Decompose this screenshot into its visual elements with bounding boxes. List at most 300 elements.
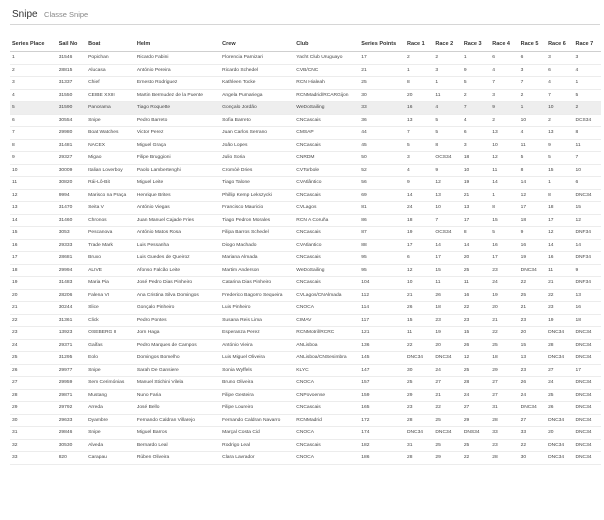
table-cell: 27 [433, 377, 461, 390]
table-cell: 2 [490, 114, 518, 127]
page-header [12, 4, 88, 22]
table-cell: Ricardo Schedel [220, 64, 294, 77]
table-cell: 28 [405, 452, 433, 465]
table-cell: 3 [10, 77, 57, 90]
table-cell: 27 [490, 377, 518, 390]
table-cell: 2 [10, 64, 57, 77]
table-cell: Marisco na Praça [86, 189, 135, 202]
table-row [10, 127, 601, 140]
table-cell: Ernesto Rodriguez [135, 77, 220, 90]
table-cell: 7 [490, 77, 518, 90]
table-cell: DNC34 [546, 414, 573, 427]
table-cell: DNC34 [573, 452, 601, 465]
table-cell: Eolo [86, 352, 135, 365]
table-cell: 27 [10, 377, 57, 390]
table-cell: Snipe [86, 114, 135, 127]
table-cell: 7 [546, 89, 573, 102]
table-cell: 4 [405, 164, 433, 177]
table-cell: 1 [10, 52, 57, 65]
table-cell: 14 [405, 189, 433, 202]
table-cell: Snipe [86, 364, 135, 377]
table-cell: 157 [359, 377, 405, 390]
table-cell: 27 [490, 389, 518, 402]
table-cell: Chief [86, 77, 135, 90]
table-cell: Bruxo [86, 252, 135, 265]
table-cell: 21 [433, 389, 461, 402]
table-cell: 22 [519, 439, 546, 452]
table-cell: Bruno Oliveira [220, 377, 294, 390]
table-cell: WeDoSailing [294, 102, 359, 115]
table-cell: 87 [359, 227, 405, 240]
table-cell: 7 [433, 214, 461, 227]
table-cell: 13 [519, 352, 546, 365]
table-cell: 5 [462, 77, 490, 90]
table-cell: 14 [490, 177, 518, 190]
table-cell: Luis Miguel Oliveira [220, 352, 294, 365]
table-cell: 23 [405, 402, 433, 415]
table-cell: Gonçalo Jordão [220, 102, 294, 115]
table-cell: 36 [359, 114, 405, 127]
table-row [10, 427, 601, 440]
table-cell: Martim Anderson [220, 264, 294, 277]
table-cell: CNCascais [294, 402, 359, 415]
page-title: Snipe [12, 9, 38, 20]
table-row [10, 352, 601, 365]
table-cell: DNC34 [405, 352, 433, 365]
table-cell: 17 [573, 364, 601, 377]
table-cell: 114 [359, 302, 405, 315]
table-cell: 18 [462, 152, 490, 165]
table-cell: 8 [462, 227, 490, 240]
table-cell: 4 [519, 127, 546, 140]
table-cell: CVTorbole [294, 164, 359, 177]
table-cell: 3 [573, 52, 601, 65]
table-cell: ANLisboa/CNSesimbra [294, 352, 359, 365]
table-row [10, 189, 601, 202]
table-cell: 9 [490, 102, 518, 115]
table-cell: 13 [490, 127, 518, 140]
table-cell: José Bello [135, 402, 220, 415]
table-cell: 30 [519, 452, 546, 465]
table-cell: 31295 [57, 352, 86, 365]
results-table [10, 37, 601, 465]
table-cell: 3 [462, 139, 490, 152]
table-cell: 1 [490, 189, 518, 202]
table-cell: 25 [405, 377, 433, 390]
table-cell: Rúben Oliveira [135, 452, 220, 465]
table-body [10, 52, 601, 465]
column-header: Helm [135, 37, 220, 52]
table-cell: 5 [433, 127, 461, 140]
table-cell: 121 [359, 327, 405, 340]
table-cell: 29846 [57, 427, 86, 440]
table-cell: Frederico Bagorro Sequeira [220, 289, 294, 302]
table-row [10, 52, 601, 65]
table-cell: Click [86, 314, 135, 327]
table-cell: 21 [519, 302, 546, 315]
table-cell: 9 [519, 227, 546, 240]
table-cell: 5 [573, 89, 601, 102]
table-cell: 26 [405, 302, 433, 315]
table-cell: 29 [462, 414, 490, 427]
table-cell: WeDoSailing [294, 264, 359, 277]
column-header: Series Place [10, 37, 57, 52]
table-cell: DNF34 [573, 227, 601, 240]
table-cell: 31 [405, 439, 433, 452]
table-cell: CNCascais [294, 114, 359, 127]
table-cell: 14 [546, 239, 573, 252]
table-cell: CMSAP [294, 127, 359, 140]
table-cell: 23 [490, 264, 518, 277]
table-cell: 31481 [57, 139, 86, 152]
table-cell: 24 [462, 389, 490, 402]
table-cell: 9 [462, 64, 490, 77]
table-cell: 11 [10, 177, 57, 190]
table-cell: 17 [490, 252, 518, 265]
table-cell: 4 [462, 114, 490, 127]
table-cell: DNC34 [519, 264, 546, 277]
table-row [10, 202, 601, 215]
table-row [10, 152, 601, 165]
table-cell: 26 [519, 377, 546, 390]
table-row [10, 389, 601, 402]
table-cell: 117 [359, 314, 405, 327]
table-cell: Carapau [86, 452, 135, 465]
table-cell: 2 [573, 102, 601, 115]
table-cell: 10 [519, 114, 546, 127]
table-row [10, 102, 601, 115]
table-cell: 15 [433, 264, 461, 277]
table-cell: 18 [405, 214, 433, 227]
table-cell: CVB/CNC [294, 64, 359, 77]
table-cell: Catarina Dias Pinheiro [220, 277, 294, 290]
table-cell: RCNMadrid [294, 414, 359, 427]
table-cell: 27 [546, 364, 573, 377]
table-cell: Panorama [86, 102, 135, 115]
table-cell: 23 [546, 302, 573, 315]
table-cell: 13 [433, 189, 461, 202]
table-cell: 9 [433, 164, 461, 177]
table-cell: 11 [462, 277, 490, 290]
table-cell: 16 [462, 289, 490, 302]
table-cell: 28 [490, 452, 518, 465]
table-cell: CVLagos/CNAlmada [294, 289, 359, 302]
table-cell: 31470 [57, 202, 86, 215]
table-cell: Falena VI [86, 289, 135, 302]
table-cell: 6 [519, 52, 546, 65]
table-cell: 52 [359, 164, 405, 177]
table-cell: 20 [433, 339, 461, 352]
table-cell: Arreda [86, 402, 135, 415]
table-cell: 30 [359, 89, 405, 102]
table-cell: CNCascais [294, 227, 359, 240]
table-cell: 1 [433, 77, 461, 90]
table-cell: 10 [433, 202, 461, 215]
table-row [10, 314, 601, 327]
table-cell: 88 [359, 239, 405, 252]
table-cell: 2 [433, 52, 461, 65]
table-cell: Yacht Club Uruguayo [294, 52, 359, 65]
table-cell: António Viegas [135, 202, 220, 215]
table-cell: 11 [519, 139, 546, 152]
table-cell: 10 [10, 164, 57, 177]
table-cell: 5 [433, 114, 461, 127]
table-cell: 28 [462, 377, 490, 390]
table-cell: 16 [546, 252, 573, 265]
table-cell: 104 [359, 277, 405, 290]
table-cell: Ana Cristina Silva Domingos [135, 289, 220, 302]
table-cell: 30244 [57, 302, 86, 315]
table-cell: 15 [405, 314, 433, 327]
table-cell: ALIVE [86, 264, 135, 277]
column-header: Club [294, 37, 359, 52]
table-cell: Kathleen Tocke [220, 77, 294, 90]
table-cell: 159 [359, 389, 405, 402]
table-cell: Alveda [86, 439, 135, 452]
table-cell: 15 [573, 202, 601, 215]
table-cell: 29959 [57, 377, 86, 390]
table-cell: CVAtlantico [294, 239, 359, 252]
table-cell: 29792 [57, 402, 86, 415]
table-cell: Mariana Almada [220, 252, 294, 265]
table-cell: 13 [573, 289, 601, 302]
table-cell: 23 [462, 314, 490, 327]
table-cell: 25 [546, 389, 573, 402]
table-cell: Florencia Parnizari [220, 52, 294, 65]
table-cell: Diogo Machado [220, 239, 294, 252]
table-cell: Filipe Loureiro [220, 402, 294, 415]
table-cell: 31460 [57, 214, 86, 227]
table-cell: Jorn Haga [135, 327, 220, 340]
table-cell: CNCascais [294, 439, 359, 452]
table-cell: Domingos Bomelho [135, 352, 220, 365]
table-cell: RCN A Coruña [294, 214, 359, 227]
table-cell: 186 [359, 452, 405, 465]
table-cell: 3 [519, 64, 546, 77]
table-cell: 145 [359, 352, 405, 365]
table-cell: 33 [10, 452, 57, 465]
table-cell: Sem Cerimónias [86, 377, 135, 390]
table-cell: António Pereira [135, 64, 220, 77]
table-cell: 165 [359, 402, 405, 415]
table-cell: DNC34 [573, 352, 601, 365]
table-cell: 17 [433, 252, 461, 265]
table-cell: Victor Perez [135, 127, 220, 140]
table-row [10, 139, 601, 152]
table-cell: 32 [10, 439, 57, 452]
table-cell: 26 [10, 364, 57, 377]
table-cell: 69 [359, 189, 405, 202]
table-row [10, 327, 601, 340]
table-cell: 31546 [57, 52, 86, 65]
table-cell: 2 [519, 89, 546, 102]
table-cell: 33 [519, 427, 546, 440]
table-cell: DNC34 [573, 189, 601, 202]
table-cell: 1 [462, 52, 490, 65]
table-cell: Ricardo Fabini [135, 52, 220, 65]
table-cell: 20 [519, 327, 546, 340]
table-cell: Nuno Faria [135, 389, 220, 402]
table-cell: 18 [10, 264, 57, 277]
table-cell: Miguel Graça [135, 139, 220, 152]
table-cell: 9 [10, 152, 57, 165]
table-cell: DNF34 [573, 252, 601, 265]
table-cell: 95 [359, 252, 405, 265]
table-cell: 7 [573, 152, 601, 165]
table-cell: Pedro Barreto [135, 114, 220, 127]
table-cell: 19 [433, 327, 461, 340]
table-cell: 16 [10, 239, 57, 252]
table-cell: 9 [405, 177, 433, 190]
table-cell: OSEBERG II [86, 327, 135, 340]
table-row [10, 377, 601, 390]
table-cell: 20 [10, 289, 57, 302]
table-cell: 25 [433, 414, 461, 427]
table-cell: 22 [462, 452, 490, 465]
table-cell: 21 [546, 277, 573, 290]
table-cell: DNC34 [573, 439, 601, 452]
table-row [10, 302, 601, 315]
table-cell: 29871 [57, 389, 86, 402]
table-cell: 45 [359, 139, 405, 152]
table-cell: 15 [462, 327, 490, 340]
table-cell: Tiago Talone [220, 177, 294, 190]
table-cell: 18 [546, 202, 573, 215]
table-cell: Sarah De Gansiere [135, 364, 220, 377]
table-cell: DNC34 [519, 402, 546, 415]
table-cell: 30530 [57, 439, 86, 452]
column-header: Race 3 [462, 37, 490, 52]
table-cell: 22 [490, 327, 518, 340]
table-cell: 17 [359, 52, 405, 65]
table-cell: 8 [519, 164, 546, 177]
table-cell: 33 [490, 427, 518, 440]
table-cell: 10 [573, 164, 601, 177]
table-cell: 29 [10, 402, 57, 415]
table-cell: Gonçalo Pinheiro [135, 302, 220, 315]
table-cell: 18 [490, 352, 518, 365]
table-cell: 22 [519, 277, 546, 290]
table-cell: Mustang [86, 389, 135, 402]
table-cell: 25 [519, 289, 546, 302]
table-cell: 50 [359, 152, 405, 165]
table-cell: 12 [519, 189, 546, 202]
table-cell: 174 [359, 427, 405, 440]
table-row [10, 277, 601, 290]
table-cell: 19 [10, 277, 57, 290]
table-row [10, 289, 601, 302]
table-cell: 29327 [57, 152, 86, 165]
table-cell: 7 [10, 127, 57, 140]
table-cell: Trade Mark [86, 239, 135, 252]
table-row [10, 114, 601, 127]
table-cell: 4 [546, 77, 573, 90]
table-cell: 28206 [57, 289, 86, 302]
table-cell: 29980 [57, 127, 86, 140]
table-cell: Bernardo Leal [135, 439, 220, 452]
table-cell: CNOCA [294, 452, 359, 465]
table-cell: 30009 [57, 164, 86, 177]
table-row [10, 177, 601, 190]
table-cell: 16 [519, 239, 546, 252]
table-row [10, 452, 601, 465]
table-row [10, 252, 601, 265]
table-cell: Tiago Roquette [135, 102, 220, 115]
table-cell: 25 [462, 439, 490, 452]
table-cell: 31550 [57, 89, 86, 102]
table-cell: Filipe Bruggioni [135, 152, 220, 165]
table-cell: CNCascais [294, 277, 359, 290]
table-cell: CNCascais [294, 189, 359, 202]
table-cell: 20 [490, 302, 518, 315]
table-cell: CNPovoense [294, 389, 359, 402]
table-cell: 18 [433, 302, 461, 315]
table-cell: 24 [433, 364, 461, 377]
table-cell: CNRDM [294, 152, 359, 165]
table-cell: Pedro Pontes [135, 314, 220, 327]
table-row [10, 227, 601, 240]
table-cell: 31 [10, 427, 57, 440]
table-cell: 24 [546, 377, 573, 390]
table-cell: 31590 [57, 102, 86, 115]
table-cell: Pescanova [86, 227, 135, 240]
header-divider [10, 24, 600, 25]
table-cell: 29371 [57, 339, 86, 352]
column-header: Race 6 [546, 37, 573, 52]
table-cell: 1 [519, 102, 546, 115]
table-cell: 14 [462, 239, 490, 252]
table-cell: Slice [86, 302, 135, 315]
table-cell: 8 [10, 139, 57, 152]
table-cell: Manuel Stichini Vilela [135, 377, 220, 390]
table-cell: 8 [405, 77, 433, 90]
table-cell: 11 [573, 139, 601, 152]
table-cell: 7 [405, 127, 433, 140]
table-cell: Francisco Mauricio [220, 202, 294, 215]
table-cell: 4 [573, 64, 601, 77]
table-cell: CNCascais [294, 139, 359, 152]
table-cell: António Vieira [220, 339, 294, 352]
table-cell: 14 [573, 239, 601, 252]
table-cell: 27 [462, 402, 490, 415]
table-cell: 25 [10, 352, 57, 365]
table-cell: 24 [490, 277, 518, 290]
table-cell: 17 [546, 214, 573, 227]
table-cell: 30 [10, 414, 57, 427]
table-cell: Seita V [86, 202, 135, 215]
table-cell: 19 [519, 252, 546, 265]
table-cell: 2 [462, 89, 490, 102]
table-cell: 6 [462, 127, 490, 140]
table-cell: CVAtlântico [294, 177, 359, 190]
table-cell: 15 [10, 227, 57, 240]
table-cell: DNC34 [433, 427, 461, 440]
table-cell: Cromòè Dries [220, 164, 294, 177]
table-cell: Clara Lavrador [220, 452, 294, 465]
column-header: Sail No [57, 37, 86, 52]
table-cell: Julio Soria [220, 152, 294, 165]
table-cell: 31483 [57, 277, 86, 290]
table-cell: 5 [490, 227, 518, 240]
table-cell: 33 [359, 102, 405, 115]
table-cell: 25 [462, 364, 490, 377]
table-cell: Italian Loverboy [86, 164, 135, 177]
table-cell: 12 [546, 227, 573, 240]
table-cell: OCS34 [433, 152, 461, 165]
table-cell: 12 [462, 352, 490, 365]
table-row [10, 214, 601, 227]
table-cell: 86 [359, 214, 405, 227]
